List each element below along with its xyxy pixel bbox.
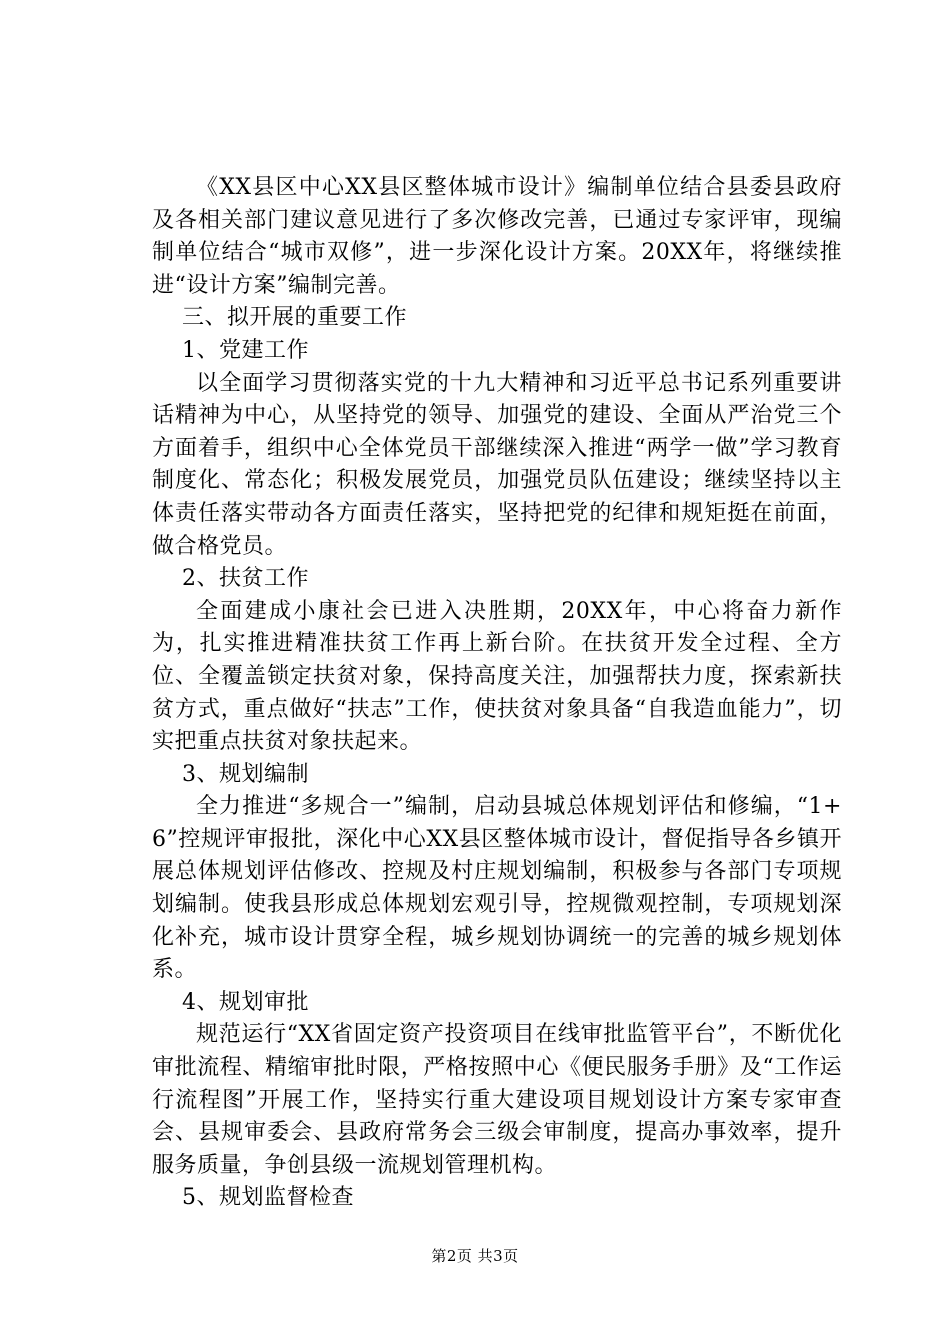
paragraph-poverty-alleviation: 全面建成小康社会已进入决胜期，20XX年，中心将奋力新作为，扎实推进精准扶贫工作再上新台阶。在扶贫开发全过程、全方位、全覆盖锁定扶贫对象，保持高度关注，加强帮扶力度，探索新扶贫方式，重点做好“扶志”工作，使扶贫对象具备“自我造血能力”，切实把重点扶贫对象扶起来。 xyxy=(152,598,842,755)
subheading-poverty-alleviation: 2、扶贫工作 xyxy=(182,566,309,592)
paragraph-planning-approval: 规范运行“XX省固定资产投资项目在线审批监管平台”，不断优化审批流程、精缩审批时限，严格按照中心《便民服务手册》及“工作运行流程图”开展工作，坚持实行重大建设项目规划设计方案专家审查会、县规审委会、县政府常务会三级会审制度，提高办事效率，提升服务质量，争创县级一流规划管理机构。 xyxy=(152,1022,842,1178)
subheading-planning-compilation: 3、规划编制 xyxy=(182,761,309,787)
paragraph-design-progress: 《XX县区中心XX县区整体城市设计》编制单位结合县委县政府及各相关部门建议意见进行了多次修改完善，已通过专家评审，现编制单位结合“城市双修”，进一步深化设计方案。20XX年，将继续推进“设计方案”编制完善。 xyxy=(152,175,842,298)
paragraph-planning-compilation: 全力推进“多规合一”编制，启动县城总体规划评估和修编，“1+6”控规评审报批，深化中心XX县区整体城市设计，督促指导各乡镇开展总体规划评估修改、控规及村庄规划编制，积极参与各部门专项规划编制。使我县形成总体规划宏观引导，控规微观控制，专项规划深化补充，城市设计贯穿全程，城乡规划协调统一的完善的城乡规划体系。 xyxy=(152,794,842,983)
paragraph-party-building: 以全面学习贯彻落实党的十九大精神和习近平总书记系列重要讲话精神为中心，从坚持党的领导、加强党的建设、全面从严治党三个方面着手，组织中心全体党员干部继续深入推进“两学一做”学习教育制度化、常态化；积极发展党员，加强党员队伍建设；继续坚持以主体责任落实带动各方面责任落实，坚持把党的纪律和规矩挺在前面，做合格党员。 xyxy=(152,370,842,559)
subheading-planning-approval: 4、规划审批 xyxy=(182,989,309,1015)
section-heading-planned-work: 三、拟开展的重要工作 xyxy=(182,305,408,331)
document-body xyxy=(152,172,842,1215)
page-footer: 第2页 共3页 xyxy=(431,1247,519,1265)
subheading-party-building: 1、党建工作 xyxy=(182,337,309,363)
subheading-planning-supervision: 5、规划监督检查 xyxy=(182,1185,354,1211)
